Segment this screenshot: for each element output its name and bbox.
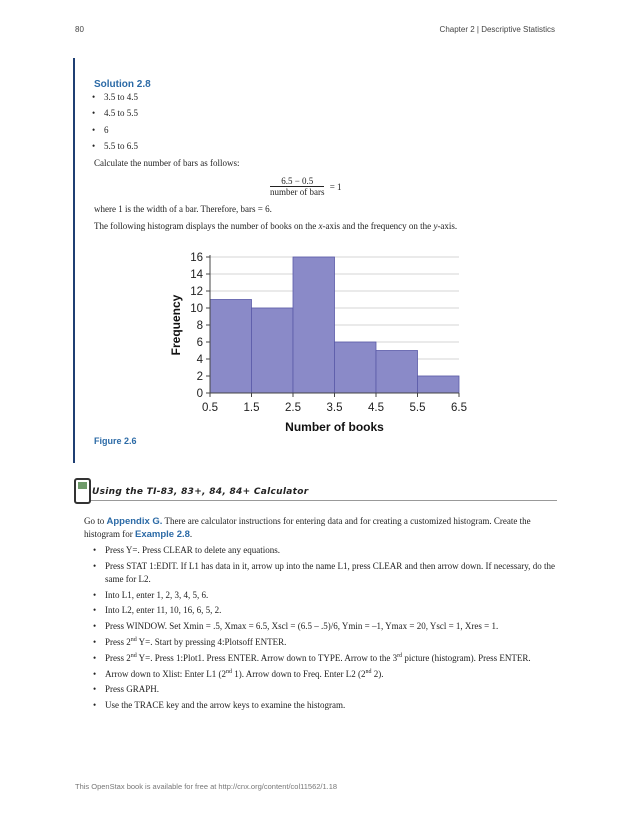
x-tick-label: 6.5 bbox=[451, 402, 467, 414]
step-text: 2). bbox=[371, 668, 384, 679]
histogram-bar bbox=[418, 376, 460, 393]
superscript: nd bbox=[365, 668, 372, 675]
appendix-g-link[interactable]: Appendix G. bbox=[106, 516, 163, 527]
bars-formula bbox=[270, 176, 342, 198]
solution-list-item: • 4.5 to 5.5 bbox=[104, 108, 138, 124]
formula-numerator: 6.5 − 0.5 bbox=[270, 176, 324, 187]
histogram-bar bbox=[293, 257, 335, 393]
x-tick-label: 5.5 bbox=[409, 402, 426, 414]
solution-list-item: • 3.5 to 4.5 bbox=[104, 92, 138, 108]
step-text: Press 2 bbox=[105, 636, 131, 647]
histogram-bar bbox=[252, 308, 294, 393]
step-text: Use the TRACE key and the arrow keys to examine the histogram. bbox=[105, 700, 346, 711]
step-text: Into L2, enter 11, 10, 16, 6, 5, 2. bbox=[105, 605, 222, 616]
y-tick-label: 6 bbox=[196, 337, 203, 349]
hist-text-part: -axis and the frequency on the bbox=[322, 221, 434, 231]
chapter-header: Chapter 2 | Descriptive Statistics bbox=[439, 25, 555, 34]
step-text: Y=. Start by pressing 4:Plotsoff ENTER. bbox=[136, 636, 287, 647]
solution-list bbox=[104, 92, 138, 157]
hist-text-part: The following histogram displays the number of books on the bbox=[94, 221, 319, 231]
step-item bbox=[105, 699, 555, 712]
solution-title: Solution 2.8 bbox=[94, 79, 151, 90]
step-text: Y=. Press 1:Plot1. Press ENTER. Arrow down to TYPE. Arrow to the 3 bbox=[136, 652, 398, 663]
y-tick-label: 16 bbox=[190, 252, 203, 264]
solution-list-item: • 6 bbox=[104, 125, 138, 141]
histogram-bar bbox=[376, 351, 418, 394]
intro-text: There are calculator instructions for entering data and for creating a customized histogram. Create the histogram for bbox=[84, 516, 531, 539]
calculator-icon bbox=[74, 478, 91, 504]
step-item bbox=[105, 636, 555, 649]
step-item bbox=[105, 652, 555, 665]
superscript: nd bbox=[225, 668, 232, 675]
calculator-section-title: Using the TI-83, 83+, 84, 84+ Calculator bbox=[92, 487, 309, 497]
calculator-intro bbox=[84, 515, 554, 541]
formula-fraction bbox=[270, 176, 324, 198]
formula-denominator: number of bars bbox=[270, 187, 325, 197]
step-item bbox=[105, 620, 555, 633]
step-text: Press STAT 1:EDIT. If L1 has data in it, arrow up into the name L1, press CLEAR and then arrow down. If necessary, do the same for L2. bbox=[105, 560, 555, 584]
step-text: Press WINDOW. Set Xmin = .5, Xmax = 6.5, Xscl = (6.5 – .5)/6, Ymin = –1, Ymax = 20, Yscl = 1, Xres = 1. bbox=[105, 621, 499, 632]
x-axis-label: Number of books bbox=[285, 420, 384, 434]
section-divider bbox=[91, 500, 557, 501]
intro-text: . bbox=[189, 529, 193, 539]
calculator-steps bbox=[105, 544, 555, 715]
y-variable: y bbox=[433, 221, 438, 231]
footer-text: This OpenStax book is available for free at http://cnx.org/content/col11562/1.18 bbox=[75, 782, 338, 791]
intro-text: Go to bbox=[84, 516, 107, 526]
y-tick-label: 0 bbox=[196, 388, 203, 400]
step-text: Press Y=. Press CLEAR to delete any equations. bbox=[105, 545, 280, 555]
y-tick-label: 4 bbox=[196, 354, 203, 366]
step-text: Press GRAPH. bbox=[105, 684, 160, 695]
histogram-bar bbox=[335, 342, 377, 393]
step-text: 1). Arrow down to Freq. Enter L2 (2 bbox=[231, 668, 366, 679]
step-text: Arrow down to Xlist: Enter L1 (2 bbox=[105, 668, 226, 679]
step-text: Into L1, enter 1, 2, 3, 4, 5, 6. bbox=[105, 589, 209, 600]
example-2-8-link[interactable]: Example 2.8 bbox=[135, 529, 190, 540]
x-tick-label: 2.5 bbox=[285, 402, 301, 414]
step-item bbox=[105, 683, 555, 696]
formula-equals: = 1 bbox=[329, 182, 342, 192]
y-tick-label: 2 bbox=[196, 371, 203, 383]
solution-sidebar-bar bbox=[73, 58, 75, 463]
step-item bbox=[105, 544, 555, 557]
x-tick-label: 0.5 bbox=[202, 402, 218, 414]
y-tick-label: 10 bbox=[190, 303, 203, 315]
step-text: picture (histogram). Press ENTER. bbox=[402, 652, 531, 663]
x-tick-label: 4.5 bbox=[368, 402, 384, 414]
x-tick-label: 3.5 bbox=[326, 402, 343, 414]
histogram-bar bbox=[210, 300, 252, 394]
histogram-description bbox=[94, 221, 457, 232]
step-item bbox=[105, 604, 555, 617]
superscript: nd bbox=[130, 652, 137, 659]
superscript: nd bbox=[130, 636, 137, 643]
step-item bbox=[105, 589, 555, 602]
x-tick-label: 1.5 bbox=[243, 402, 260, 414]
y-tick-label: 12 bbox=[190, 286, 203, 298]
y-tick-label: 8 bbox=[196, 320, 203, 332]
hist-text-part: -axis. bbox=[437, 221, 458, 231]
histogram-chart bbox=[165, 245, 475, 435]
calc-bars-text: Calculate the number of bars as follows: bbox=[94, 158, 240, 168]
y-tick-label: 14 bbox=[190, 269, 203, 281]
superscript: rd bbox=[397, 652, 403, 659]
step-item bbox=[105, 668, 555, 681]
figure-label: Figure 2.6 bbox=[94, 436, 137, 446]
page-number: 80 bbox=[75, 25, 84, 34]
bar-width-text: where 1 is the width of a bar. Therefore, bars = 6. bbox=[94, 204, 272, 214]
step-text: Press 2 bbox=[105, 652, 131, 663]
y-axis-label: Frequency bbox=[169, 294, 183, 356]
solution-list-item: • 5.5 to 6.5 bbox=[104, 141, 138, 157]
x-variable: x bbox=[318, 221, 323, 231]
step-item bbox=[105, 560, 555, 586]
